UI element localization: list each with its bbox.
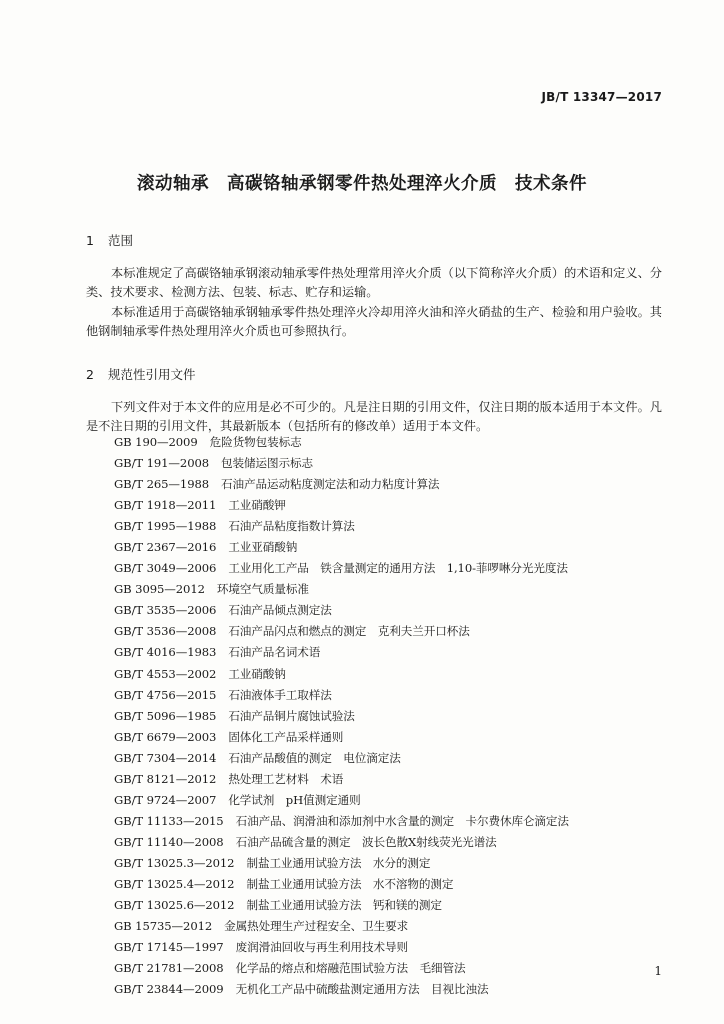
reference-list (114, 432, 569, 1000)
reference-code: GB/T 17145—1997 (114, 940, 224, 955)
page-number: 1 (654, 964, 662, 978)
section-1-title: 范围 (108, 233, 134, 248)
section-1-paragraph-2: 本标准适用于高碳铬轴承钢轴承零件热处理淬火冷却用淬火油和淬火硝盐的生产、检验和用户验收。其他钢制轴承零件热处理用淬火介质也可参照执行。 (86, 305, 662, 338)
reference-code: GB/T 4756—2015 (114, 687, 217, 702)
reference-item (114, 811, 569, 832)
reference-code: GB/T 5096—1985 (114, 708, 217, 723)
reference-title: 金属热处理生产过程安全、卫生要求 (224, 919, 409, 934)
reference-item (114, 537, 569, 558)
reference-code: GB/T 11140—2008 (114, 834, 224, 849)
reference-item (114, 874, 569, 895)
reference-item (114, 748, 569, 769)
reference-item (114, 642, 569, 663)
reference-item (114, 558, 569, 579)
reference-code: GB/T 2367—2016 (114, 540, 217, 555)
reference-title: 包装储运图示标志 (221, 456, 313, 471)
reference-item (114, 979, 569, 1000)
reference-item (114, 727, 569, 748)
reference-title: 石油产品倾点测定法 (228, 603, 332, 618)
reference-item (114, 832, 569, 853)
reference-title: 工业亚硝酸钠 (228, 540, 298, 555)
reference-code: GB 3095—2012 (114, 582, 205, 597)
reference-code: GB/T 3049—2006 (114, 561, 217, 576)
reference-code: GB/T 8121—2012 (114, 771, 217, 786)
reference-title: 石油产品名词术语 (228, 645, 321, 660)
reference-title: 石油产品闪点和燃点的测定 克利夫兰开口杯法 (228, 624, 470, 639)
reference-item (114, 916, 569, 937)
reference-code: GB/T 3535—2006 (114, 603, 217, 618)
reference-code: GB/T 21781—2008 (114, 961, 224, 976)
reference-item (114, 621, 569, 642)
reference-title: 石油产品粘度指数计算法 (228, 519, 355, 534)
reference-title: 石油产品硫含量的测定 波长色散X射线荧光光谱法 (235, 834, 497, 849)
reference-title: 化学试剂 pH值测定通则 (228, 792, 361, 807)
reference-title: 废润滑油回收与再生利用技术导则 (235, 940, 409, 955)
reference-item (114, 895, 569, 916)
reference-code: GB 190—2009 (114, 435, 198, 449)
reference-item (114, 495, 569, 516)
reference-item (114, 432, 569, 453)
reference-item (114, 516, 569, 537)
section-1-number: 1 (86, 233, 94, 248)
reference-item (114, 600, 569, 621)
reference-item (114, 664, 569, 685)
reference-title: 石油产品酸值的测定 电位滴定法 (228, 750, 401, 765)
reference-title: 环境空气质量标准 (216, 582, 309, 597)
reference-title: 石油产品、润滑油和添加剂中水含量的测定 卡尔费休库仑滴定法 (235, 813, 569, 828)
reference-code: GB/T 265—1988 (114, 477, 210, 492)
document-title: 滚动轴承 高碳铬轴承钢零件热处理淬火介质 技术条件 (137, 174, 587, 194)
reference-item (114, 453, 569, 474)
reference-code: GB/T 13025.4—2012 (114, 876, 235, 891)
reference-item (114, 474, 569, 495)
section-1-heading (86, 231, 133, 249)
reference-item (114, 769, 569, 790)
reference-code: GB/T 13025.6—2012 (114, 898, 235, 913)
reference-item (114, 706, 569, 727)
reference-title: 石油产品铜片腐蚀试验法 (228, 708, 355, 723)
reference-title: 工业用化工产品 铁含量测定的通用方法 1,10-菲啰啉分光光度法 (228, 561, 568, 576)
reference-item (114, 685, 569, 706)
reference-code: GB/T 4553—2002 (114, 666, 217, 681)
reference-title: 无机化工产品中硫酸盐测定通用方法 目视比浊法 (235, 982, 489, 997)
reference-item (114, 579, 569, 600)
reference-code: GB/T 4016—1983 (114, 645, 217, 660)
reference-title: 制盐工业通用试验方法 钙和镁的测定 (246, 898, 442, 913)
reference-title: 石油产品运动粘度测定法和动力粘度计算法 (221, 477, 440, 492)
section-1-paragraph-1: 本标准规定了高碳铬轴承钢滚动轴承零件热处理常用淬火介质（以下简称淬火介质）的术语和定义、分类、技术要求、检测方法、包装、标志、贮存和运输。 (86, 266, 662, 299)
reference-code: GB 15735—2012 (114, 919, 213, 934)
reference-code: GB/T 1995—1988 (114, 519, 217, 534)
reference-code: GB/T 9724—2007 (114, 792, 217, 807)
reference-item (114, 853, 569, 874)
section-2-heading (86, 365, 196, 383)
reference-title: 工业硝酸钾 (228, 498, 286, 513)
reference-code: GB/T 23844—2009 (114, 982, 224, 997)
standard-code: JB/T 13347—2017 (541, 90, 662, 104)
reference-title: 危险货物包装标志 (209, 435, 302, 449)
reference-code: GB/T 191—2008 (114, 456, 210, 471)
reference-title: 固体化工产品采样通则 (228, 729, 344, 744)
reference-title: 化学品的熔点和熔融范围试验方法 毛细管法 (235, 961, 466, 976)
reference-code: GB/T 3536—2008 (114, 624, 217, 639)
section-2-intro: 下列文件对于本文件的应用是必不可少的。凡是注日期的引用文件，仅注日期的版本适用于本文件。凡是不注日期的引用文件，其最新版本（包括所有的修改单）适用于本文件。 (86, 400, 662, 433)
reference-code: GB/T 6679—2003 (114, 729, 217, 744)
reference-code: GB/T 7304—2014 (114, 750, 217, 765)
reference-title: 石油液体手工取样法 (228, 687, 332, 702)
reference-title: 工业硝酸钠 (228, 666, 286, 681)
reference-title: 制盐工业通用试验方法 水分的测定 (246, 855, 431, 870)
reference-item (114, 790, 569, 811)
section-2-number: 2 (86, 367, 94, 382)
reference-title: 制盐工业通用试验方法 水不溶物的测定 (246, 876, 454, 891)
reference-code: GB/T 13025.3—2012 (114, 855, 235, 870)
reference-code: GB/T 11133—2015 (114, 813, 224, 828)
reference-item (114, 958, 569, 979)
reference-code: GB/T 1918—2011 (114, 498, 217, 513)
reference-item (114, 937, 569, 958)
section-2-title: 规范性引用文件 (108, 367, 196, 382)
reference-title: 热处理工艺材料 术语 (228, 771, 344, 786)
